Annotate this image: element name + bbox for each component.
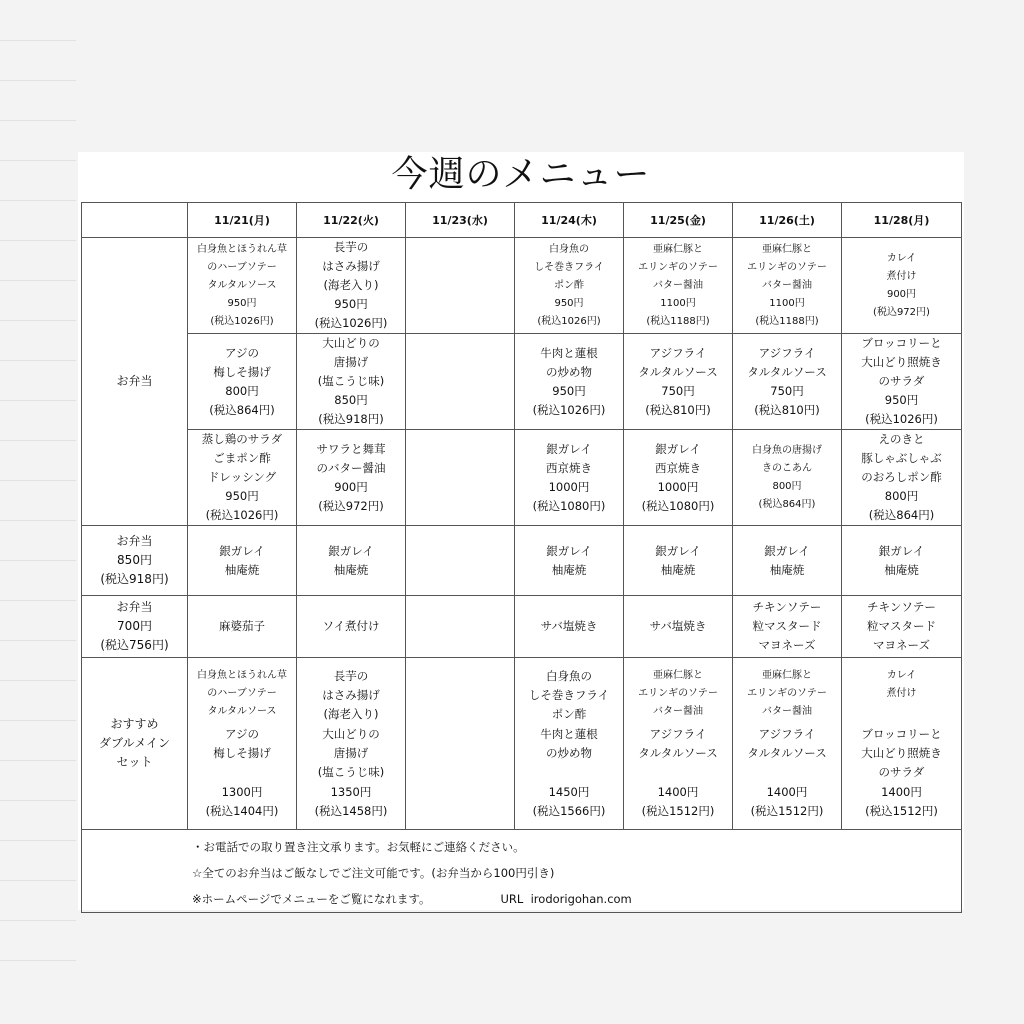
menu-cell	[297, 658, 406, 830]
dish-name: アジフライ タルタルソース	[638, 345, 718, 379]
menu-item	[842, 334, 961, 429]
menu-cell	[842, 658, 962, 830]
tax-price: (税込972円)	[318, 498, 384, 513]
price: 1400円	[766, 784, 808, 799]
dish-name: サワラと舞茸 のバター醤油	[316, 441, 386, 475]
day-header: 11/21(月)	[188, 203, 297, 238]
dish-name: えのきと 豚しゃぶしゃぶ のおろしポン酢	[861, 432, 942, 484]
price: 1450円	[548, 784, 590, 799]
main-dish-1: 亜麻仁豚と エリンギのソテー バター醤油	[747, 669, 827, 717]
tax-price: (税込1458円)	[314, 803, 388, 818]
dish-name: 銀ガレイ 柚庵焼	[328, 543, 374, 577]
row-label-bento: お弁当	[82, 238, 188, 526]
menu-item	[624, 241, 732, 331]
tax-price: (税込1080円)	[532, 498, 606, 513]
main-dish-2	[406, 744, 514, 802]
tax-price: (税込1026円)	[210, 315, 274, 327]
menu-cell	[733, 526, 842, 596]
menu-cell	[406, 238, 515, 334]
menu-item	[297, 440, 405, 516]
dish-name: 亜麻仁豚と エリンギのソテー バター醤油	[747, 243, 827, 291]
dish-name: ブロッコリーと 大山どり照焼き のサラダ	[861, 336, 942, 388]
dish-name: 牛肉と蓮根 の炒め物	[540, 345, 598, 379]
menu-cell	[188, 430, 297, 526]
menu-item	[733, 344, 841, 420]
tax-price: (税込1512円)	[750, 803, 824, 818]
menu-item	[297, 334, 405, 429]
price: 950円	[884, 393, 919, 407]
day-header: 11/28(月)	[842, 203, 962, 238]
dish-name: ソイ煮付け	[322, 619, 380, 633]
menu-cell	[188, 334, 297, 430]
page-title: 今週のメニュー	[391, 154, 651, 195]
dish-name: 麻婆茄子	[219, 619, 265, 633]
menu-cell	[406, 526, 515, 596]
menu-cell	[733, 658, 842, 830]
menu-cell	[297, 430, 406, 526]
note-homepage: ※ホームページでメニューをご覧になれます。	[192, 892, 431, 906]
menu-cell	[624, 658, 733, 830]
dish-name: カレイ 煮付け	[886, 252, 917, 282]
menu-item	[733, 442, 841, 514]
menu-cell	[733, 596, 842, 658]
tax-price: (税込810円)	[754, 402, 820, 417]
note-line-2: ☆全てのお弁当はご飯なしでご注文可能です。(お弁当から100円引き)	[192, 866, 555, 880]
dish-name: 銀ガレイ 柚庵焼	[878, 543, 925, 577]
price: 950円	[552, 383, 586, 398]
menu-item	[188, 430, 296, 525]
menu-cell	[515, 526, 624, 596]
menu-cell	[406, 430, 515, 526]
day-header: 11/23(水)	[406, 203, 515, 238]
price: 900円	[334, 479, 368, 494]
tax-price: (税込1512円)	[865, 803, 938, 818]
menu-cell	[188, 596, 297, 658]
tax-price: (税込1026円)	[314, 316, 388, 330]
header-corner	[82, 203, 188, 238]
bento-850-row	[82, 526, 962, 596]
menu-item	[624, 344, 732, 420]
price: 750円	[661, 383, 695, 398]
weekly-menu-table	[81, 202, 962, 913]
dish-name: 大山どりの 唐揚げ (塩こうじ味)	[317, 336, 385, 388]
dish-name: チキンソテー 粒マスタード マヨネーズ	[867, 600, 936, 652]
tax-price: (税込1080円)	[641, 498, 715, 513]
tax-price: (税込1026円)	[537, 315, 601, 327]
tax-price: (税込972円)	[873, 306, 930, 318]
menu-cell	[406, 658, 515, 830]
menu-cell	[297, 596, 406, 658]
tax-price: (税込918円)	[318, 412, 384, 426]
dish-name: 亜麻仁豚と エリンギのソテー バター醤油	[638, 243, 718, 291]
main-dish-1: 白身魚の しそ巻きフライ ポン酢	[528, 668, 610, 721]
menu-item	[515, 344, 623, 420]
menu-cell	[515, 334, 624, 430]
main-dish-2: ブロッコリーと 大山どり照焼き のサラダ	[861, 726, 942, 779]
menu-cell	[624, 596, 733, 658]
dish-name: 銀ガレイ 柚庵焼	[546, 543, 592, 577]
dish-name: アジの 梅しそ揚げ	[213, 345, 271, 379]
dish-name: サバ塩焼き	[649, 619, 707, 633]
menu-item	[188, 344, 296, 420]
main-dish-2: アジフライ タルタルソース	[747, 726, 827, 760]
menu-cell	[188, 658, 297, 830]
menu-cell	[406, 334, 515, 430]
dish-name: 銀ガレイ 柚庵焼	[219, 543, 265, 577]
dish-name: 長芋の はさみ揚げ (海老入り)	[322, 240, 380, 292]
dish-name: 銀ガレイ 柚庵焼	[764, 543, 810, 577]
header-row	[82, 203, 962, 238]
menu-cell	[297, 334, 406, 430]
tax-price: (税込810円)	[645, 402, 711, 417]
note-line-1: ・お電話での取り置き注文承ります。お気軽にご連絡ください。	[192, 840, 525, 854]
price: 1300円	[221, 784, 263, 799]
menu-cell	[842, 334, 962, 430]
price: 1100円	[769, 297, 805, 309]
price: 1400円	[657, 784, 699, 799]
menu-cell	[188, 526, 297, 596]
row-label-double-main: おすすめ ダブルメイン セット	[82, 658, 188, 830]
dish-name: 銀ガレイ 西京焼き	[655, 441, 701, 475]
menu-cell	[842, 238, 962, 334]
menu-cell	[624, 526, 733, 596]
tax-price: (税込1026円)	[205, 508, 279, 522]
dish-name: 白身魚の しそ巻きフライ ポン酢	[534, 243, 604, 291]
menu-cell	[515, 658, 624, 830]
day-header: 11/22(火)	[297, 203, 406, 238]
menu-cell	[515, 430, 624, 526]
menu-sheet	[78, 152, 964, 910]
day-header: 11/25(金)	[624, 203, 733, 238]
menu-cell	[515, 596, 624, 658]
main-dish-2: 大山どりの 唐揚げ (塩こうじ味)	[317, 726, 385, 779]
main-dish-1: 白身魚とほうれん草 のハーブソテー タルタルソース	[197, 669, 287, 717]
dish-name: 白身魚の唐揚げ きのこあん	[752, 444, 822, 474]
tax-price: (税込864円)	[209, 402, 275, 417]
dish-name: 銀ガレイ 柚庵焼	[655, 543, 701, 577]
tax-price: (税込1566円)	[532, 803, 606, 818]
main-dish-1: 長芋の はさみ揚げ (海老入り)	[322, 668, 380, 721]
price: 800円	[884, 489, 919, 503]
tax-price: (税込864円)	[758, 498, 816, 510]
menu-cell	[733, 430, 842, 526]
price: 1000円	[548, 479, 590, 494]
bento-row	[82, 430, 962, 526]
notes-row	[82, 830, 962, 913]
dish-name: 蒸し鶏のサラダ ごまポン酢 ドレッシング	[201, 432, 283, 484]
tax-price: (税込1404円)	[205, 803, 279, 818]
price: 850円	[334, 393, 368, 407]
price: 1100円	[660, 297, 696, 309]
menu-item	[624, 440, 732, 516]
menu-cell	[842, 596, 962, 658]
menu-item	[188, 241, 296, 331]
dish-name: アジフライ タルタルソース	[747, 345, 827, 379]
menu-cell	[297, 238, 406, 334]
menu-cell	[733, 238, 842, 334]
day-header: 11/26(土)	[733, 203, 842, 238]
menu-item	[842, 250, 961, 322]
price: 1400円	[881, 784, 922, 799]
main-dish-1: カレイ 煮付け	[886, 669, 917, 699]
menu-item	[515, 241, 623, 331]
price: 800円	[772, 480, 802, 492]
row-label-bento-700: お弁当 700円 (税込756円)	[82, 596, 188, 658]
price: 1000円	[657, 479, 699, 494]
menu-cell	[297, 526, 406, 596]
menu-cell	[733, 334, 842, 430]
row-label-bento-850: お弁当 850円 (税込918円)	[82, 526, 188, 596]
tax-price: (税込1026円)	[865, 412, 938, 426]
main-dish-2: 牛肉と蓮根 の炒め物	[540, 726, 598, 760]
tax-price: (税込1188円)	[755, 315, 819, 327]
tax-price: (税込1512円)	[641, 803, 715, 818]
menu-cell	[406, 596, 515, 658]
dish-name: サバ塩焼き	[540, 619, 598, 633]
menu-cell	[624, 238, 733, 334]
price: 1350円	[330, 784, 372, 799]
homepage-url[interactable]: URL irodorigohan.com	[500, 892, 632, 906]
main-dish-1: 亜麻仁豚と エリンギのソテー バター醤油	[638, 669, 718, 717]
tax-price: (税込864円)	[868, 508, 935, 522]
note-line-3	[192, 886, 961, 912]
menu-item	[733, 241, 841, 331]
day-header: 11/24(木)	[515, 203, 624, 238]
price: 750円	[770, 383, 804, 398]
price: 900円	[886, 288, 917, 300]
price: 950円	[334, 297, 368, 311]
menu-cell	[624, 334, 733, 430]
menu-item	[842, 430, 961, 525]
dish-name: 白身魚とほうれん草 のハーブソテー タルタルソース	[197, 243, 287, 291]
price: 950円	[227, 297, 257, 309]
menu-item	[515, 440, 623, 516]
bento-row	[82, 334, 962, 430]
background-gridlines	[0, 0, 76, 1024]
price: 800円	[225, 383, 259, 398]
price: 950円	[554, 297, 584, 309]
bento-row	[82, 238, 962, 334]
tax-price: (税込1026円)	[532, 402, 606, 417]
menu-cell	[515, 238, 624, 334]
menu-cell	[842, 430, 962, 526]
main-dish-2: アジの 梅しそ揚げ	[213, 726, 271, 760]
notes-cell	[82, 830, 962, 913]
bento-700-row	[82, 596, 962, 658]
main-dish-1	[406, 686, 514, 744]
double-main-row	[82, 658, 962, 830]
dish-name: チキンソテー 粒マスタード マヨネーズ	[752, 600, 822, 652]
menu-cell	[842, 526, 962, 596]
tax-price: (税込1188円)	[646, 315, 710, 327]
dish-name: 銀ガレイ 西京焼き	[546, 441, 592, 475]
menu-item	[297, 238, 405, 333]
main-dish-2: アジフライ タルタルソース	[638, 726, 718, 760]
menu-cell	[624, 430, 733, 526]
menu-cell	[188, 238, 297, 334]
price: 950円	[225, 489, 259, 503]
